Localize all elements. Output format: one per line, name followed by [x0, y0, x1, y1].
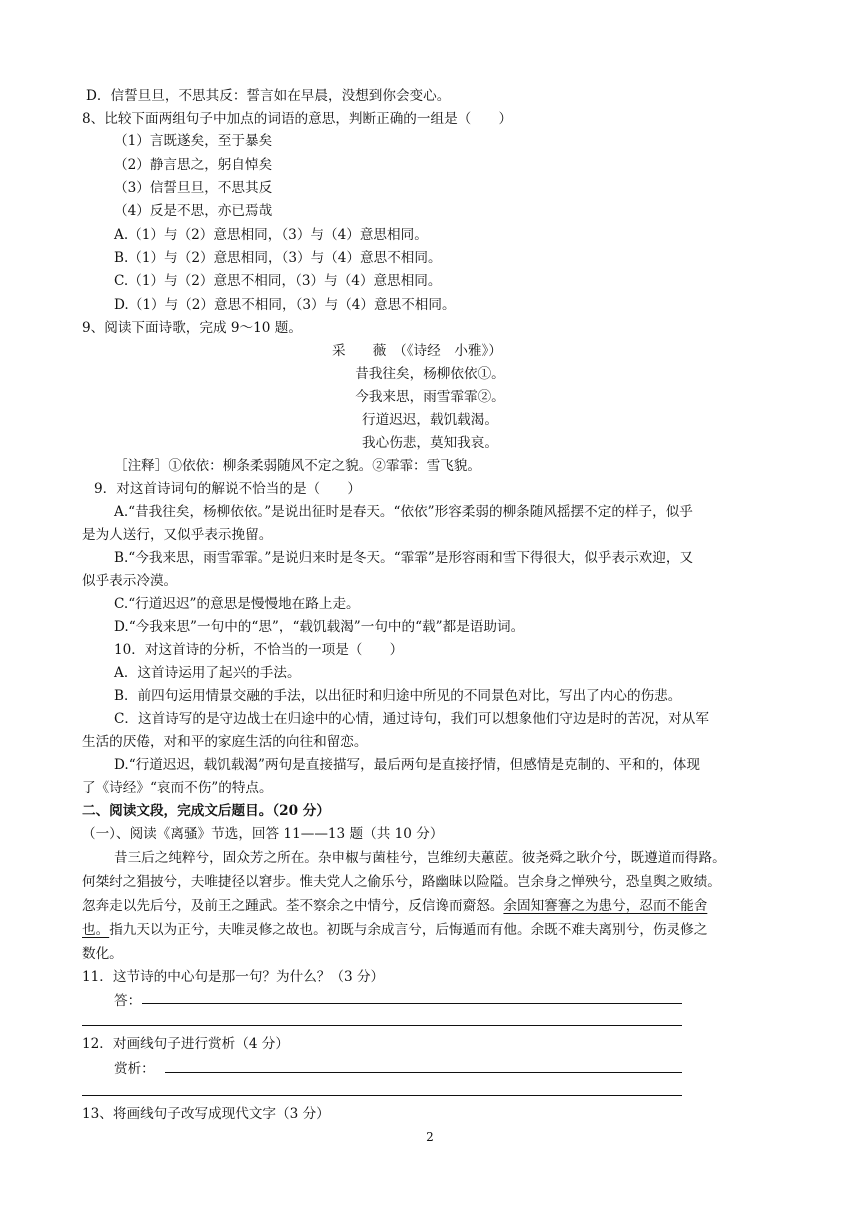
section-2-subtitle: （一）、阅读《离骚》节选，回答 11——13 题（共 10 分） [82, 826, 444, 842]
q9-option-a-line2: 是为人送行，又似乎表示挽留。 [82, 527, 273, 543]
poem-line-2: 今我来思，雨雪霏霏②。 [355, 389, 505, 405]
answer-label: 答： [114, 993, 142, 1009]
lisao-para-line2: 何桀纣之猖披兮，夫唯捷径以窘步。惟夫党人之偷乐兮，路幽昧以险隘。岂余身之惮殃兮，恐皇舆之败绩。 [82, 874, 721, 890]
sentence-4: （4）反是不思，亦已焉哉 [114, 203, 273, 219]
sentence-2: （2）静言思之，躬自悼矣 [114, 157, 273, 173]
q9-option-b-line2: 似乎表示冷漠。 [82, 573, 178, 589]
lisao-para-line4 [82, 920, 707, 940]
poem-line-4: 我心伤悲，莫知我哀。 [362, 435, 498, 451]
appreciation-label: 赏析： [114, 1061, 155, 1077]
question-11-stem: 11．这节诗的中心句是那一句？为什么？（3 分） [82, 969, 385, 985]
question-13-stem: 13、将画线句子改写成现代文字（3 分） [82, 1106, 330, 1122]
poem-line-3: 行道迟迟，载饥载渴。 [362, 412, 498, 428]
lisao-para-line1: 昔三后之纯粹兮，固众芳之所在。杂申椒与菌桂兮，岂维纫夫蕙茝。彼尧舜之耿介兮，既遵道而得路。 [114, 850, 726, 866]
poem-note: ［注释］①依依：柳条柔弱随风不定之貌。②霏霏：雪飞貌。 [114, 458, 482, 474]
question-12-stem: 12．对画线句子进行赏析（4 分） [82, 1036, 289, 1052]
question-10-stem: 10．对这首诗的分析，不恰当的一项是（ ） [114, 642, 404, 658]
answer-line[interactable] [82, 1025, 682, 1026]
q10-option-d-line2: 了《诗经》“哀而不伤”的特点。 [82, 780, 273, 796]
q10-option-c-line2: 生活的厌倦，对和平的家庭生活的向往和留恋。 [82, 734, 368, 750]
lisao-text: 指九天以为正兮，夫唯灵修之故也。初既与余成言兮，后悔遁而有他。余既不难夫离别兮，伤灵修之 [109, 922, 708, 938]
q9-option-b-line1: B.“今我来思，雨雪霏霏。”是说归来时是冬天。“霏霏”是形容雨和雪下得很大，似乎表示欢迎，又 [114, 550, 694, 566]
answer-line[interactable] [82, 1095, 682, 1096]
option-c-q8: C.（1）与（2）意思不相同，（3）与（4）意思相同。 [114, 273, 442, 289]
underlined-sentence: 余固知謇謇之为患兮，忍而不能舍 [503, 898, 708, 914]
q9-option-c: C.“行道迟迟”的意思是慢慢地在路上走。 [114, 596, 360, 612]
q10-option-b: B．前四句运用情景交融的手法，以出征时和归途中所见的不同景色对比，写出了内心的伤悲。 [114, 688, 682, 704]
q10-option-c-line1: C．这首诗写的是守边战士在归途中的心情，通过诗句，我们可以想象他们守边是时的苦况，对从军 [114, 711, 709, 727]
option-a-q8: A.（1）与（2）意思相同，（3）与（4）意思相同。 [114, 227, 428, 243]
q10-option-a: A．这首诗运用了起兴的手法。 [114, 665, 301, 681]
q10-option-d-line1: D.“行道迟迟，载饥载渴”两句是直接描写，最后两句是直接抒情，但感情是克制的、平和的，体现 [114, 757, 700, 773]
underlined-sentence-end: 也。 [82, 922, 110, 938]
option-d-q8: D.（1）与（2）意思不相同，（3）与（4）意思不相同。 [114, 297, 456, 313]
question-9-intro: 9、阅读下面诗歌，完成 9～10 题。 [82, 320, 302, 336]
q9-option-a-line1: A.“昔我往矣，杨柳依依。”是说出征时是春天。“依依”形容柔弱的柳条随风摇摆不定的样子，似乎 [114, 504, 693, 520]
sentence-1: （1）言既遂矣，至于暴矣 [114, 133, 273, 149]
answer-line[interactable] [142, 1003, 682, 1004]
poem-title: 采 薇 （《诗经 小雅》） [332, 343, 502, 359]
lisao-para-line3 [82, 896, 707, 916]
question-8-stem: 8、比较下面两组句子中加点的词语的意思，判断正确的一组是（ ） [82, 111, 513, 127]
answer-line[interactable] [165, 1072, 682, 1073]
section-2-title: 二、阅读文段，完成文后题目。（20 分） [82, 803, 330, 819]
sentence-3: （3）信誓旦旦，不思其反 [114, 180, 273, 196]
poem-line-1: 昔我往矣，杨柳依依①。 [355, 366, 505, 382]
option-b-q8: B.（1）与（2）意思相同，（3）与（4）意思不相同。 [114, 250, 442, 266]
question-9-stem: 9．对这首诗词句的解说不恰当的是（ ） [94, 481, 361, 497]
page-number: 2 [426, 1130, 434, 1144]
option-d-q7: D．信誓旦旦，不思其反：誓言如在早晨，没想到你会变心。 [86, 88, 451, 104]
lisao-text: 忽奔走以先后兮，及前王之踵武。荃不察余之中情兮，反信谗而齌怒。 [82, 898, 504, 914]
lisao-para-line5: 数化。 [82, 946, 123, 962]
q9-option-d: D.“今我来思”一句中的“思”，“载饥载渴”一句中的“载”都是语助词。 [114, 619, 525, 635]
